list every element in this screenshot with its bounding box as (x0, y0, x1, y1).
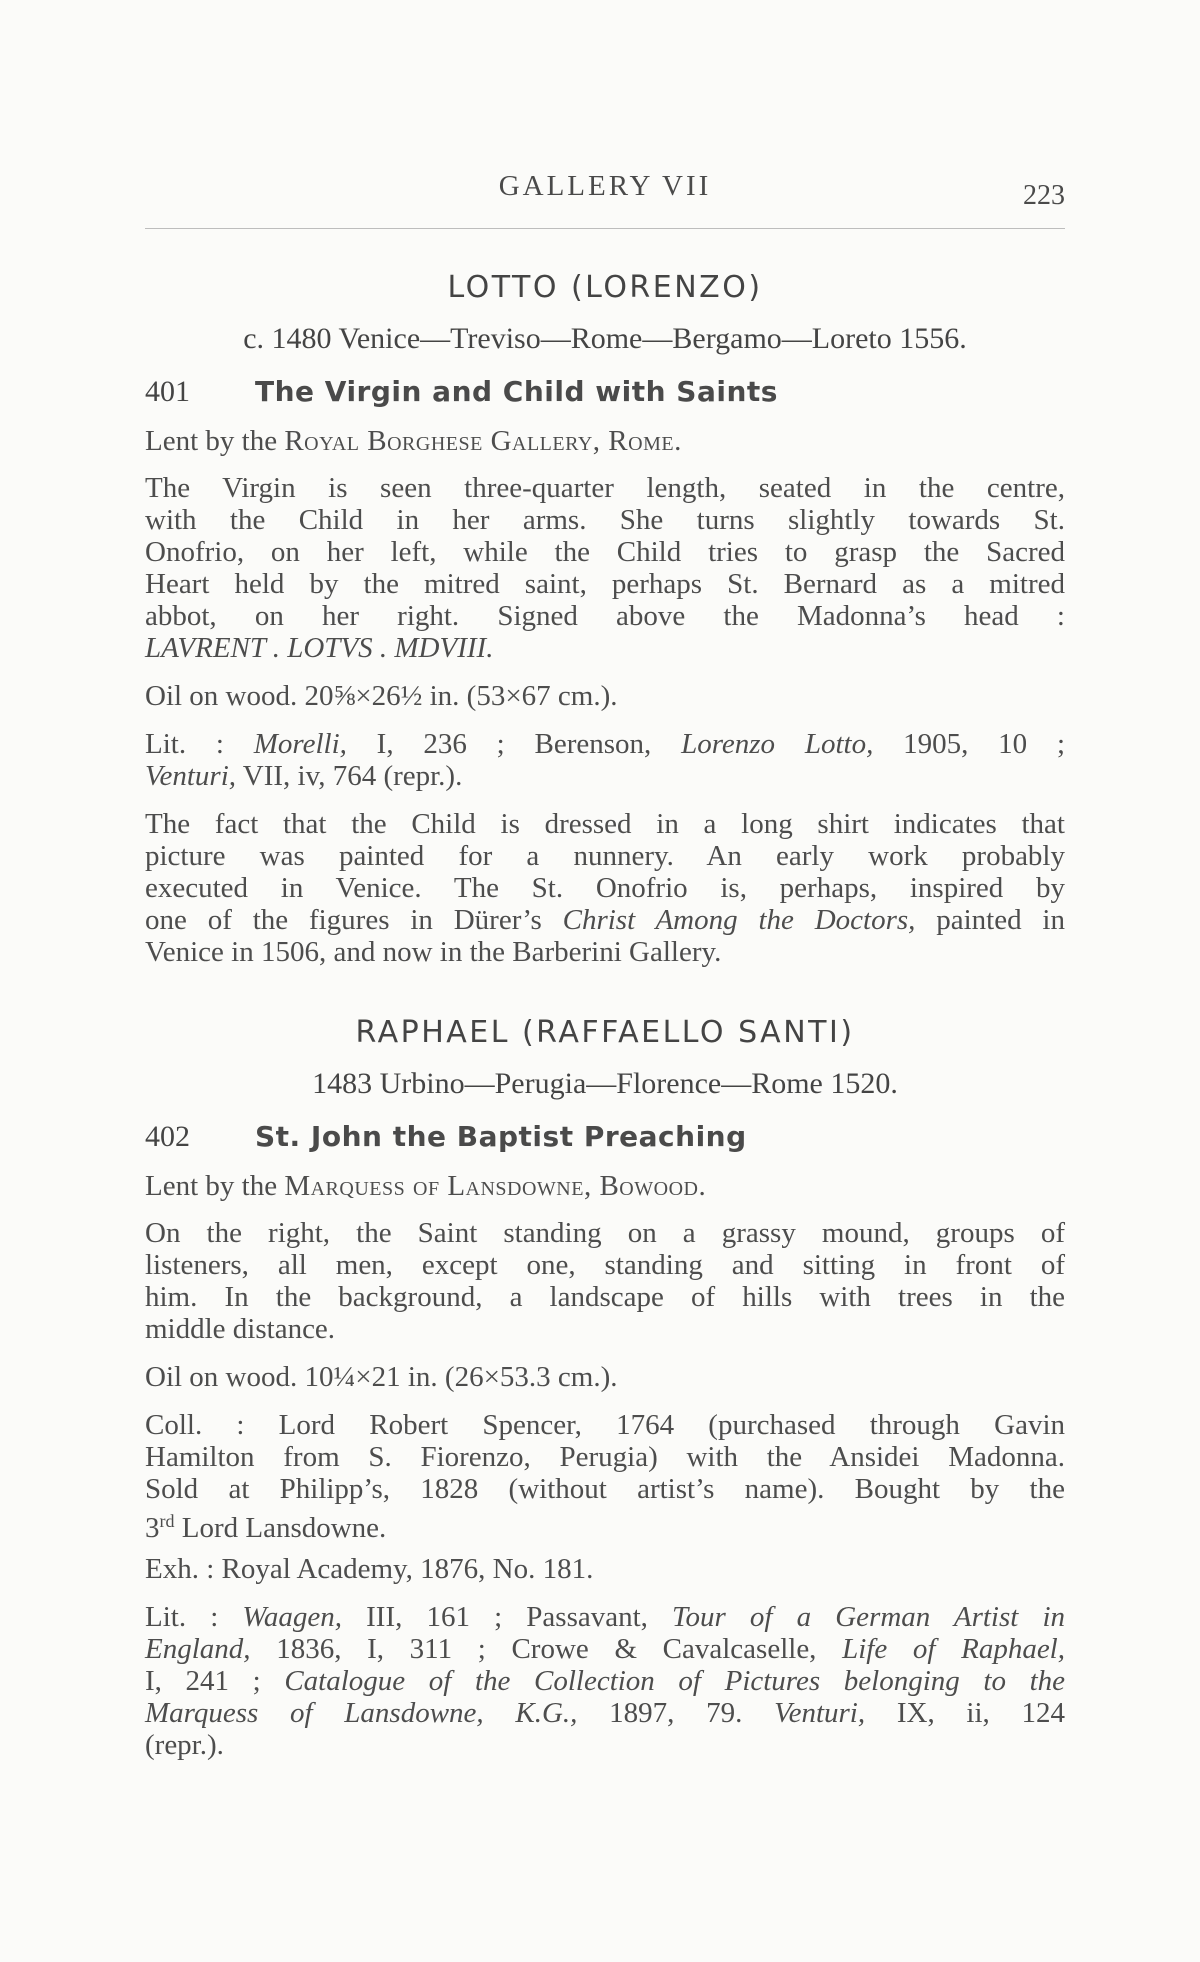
collection-line: Coll. : Lord Robert Spencer, 1764 (purchased through Gavin (145, 1409, 1065, 1441)
lender-name: Marquess of Lansdowne, Bowood. (284, 1170, 707, 1202)
description-line: him. In the background, a landscape of hills with trees in the (145, 1281, 1065, 1313)
entry-number: 401 (145, 375, 190, 408)
lit-author: Morelli, (253, 728, 347, 760)
entry-number: 402 (145, 1120, 190, 1153)
literature-line (145, 1697, 1065, 1729)
literature-line: (repr.). (145, 1729, 224, 1761)
exhibition-line: Exh. : Royal Academy, 1876, No. 181. (145, 1553, 594, 1585)
description-line: abbot, on her right. Signed above the Madonna’s head : (145, 600, 1065, 632)
artist-heading-lotto: LOTTO (LORENZO) (447, 270, 763, 305)
lit-label: Lit. : (145, 728, 254, 760)
lit-title: Life of Raphael, (842, 1633, 1065, 1665)
medium-dimensions: Oil on wood. 10¼×21 in. (26×53.3 cm.). (145, 1361, 618, 1393)
lit-label: Lit. : (145, 1601, 243, 1633)
note-line: The fact that the Child is dressed in a long shirt indicates that (145, 808, 1065, 840)
note-line: Venice in 1506, and now in the Barberini Gallery. (145, 936, 722, 968)
page-number: 223 (1023, 180, 1065, 211)
lit-text: VII, iv, 764 (repr.). (236, 760, 463, 792)
literature-line (145, 1633, 1065, 1665)
note-line: picture was painted for a nunnery. An early work probably (145, 840, 1065, 872)
signature-inscription: LAVRENT . LOTVS . MDVIII. (145, 632, 494, 664)
lit-text: 1897, 79. (577, 1697, 775, 1729)
lit-text: 1836, I, 311 ; Crowe & Cavalcaselle, (250, 1633, 843, 1665)
lender-prefix: Lent by the (145, 1170, 285, 1202)
description-line: The Virgin is seen three-quarter length, seated in the centre, (145, 472, 1065, 504)
entry-name: St. John the Baptist Preaching (255, 1120, 747, 1153)
artist-dates-raphael: 1483 Urbino—Perugia—Florence—Rome 1520. (312, 1067, 898, 1100)
header-rule (145, 228, 1065, 229)
lit-text: III, 161 ; Passavant, (342, 1601, 673, 1633)
lit-title: Catalogue of the Collection of Pictures belonging to the (284, 1665, 1065, 1697)
lit-text: I, 236 ; Berenson, (346, 728, 682, 760)
description-line: middle distance. (145, 1313, 336, 1345)
lit-author: Venturi, (145, 760, 237, 792)
note-text: one of the figures in Dürer’s (145, 904, 563, 936)
literature-line (145, 1665, 1065, 1697)
lender-name: Royal Borghese Gallery, Rome. (284, 425, 682, 457)
collection-line: Sold at Philipp’s, 1828 (without artist’s name). Bought by the (145, 1473, 1065, 1505)
lender-line (145, 1170, 1065, 1202)
note-artwork-title: Christ Among the Doctors, (562, 904, 916, 936)
running-title: GALLERY VII (498, 170, 712, 202)
literature-line (145, 760, 1065, 792)
medium-dimensions: Oil on wood. 20⅝×26½ in. (53×67 cm.). (145, 680, 618, 712)
description-line: with the Child in her arms. She turns slightly towards St. (145, 504, 1065, 536)
literature-line (145, 1601, 1065, 1633)
description-line: Onofrio, on her left, while the Child tries to grasp the Sacred (145, 536, 1065, 568)
lit-title: Tour of a German Artist in (672, 1601, 1066, 1633)
entry-title-401 (145, 375, 1065, 415)
lender-prefix: Lent by the (145, 425, 285, 457)
ordinal-suffix: rd (159, 1511, 175, 1531)
note-line: executed in Venice. The St. Onofrio is, perhaps, inspired by (145, 872, 1065, 904)
description-line: listeners, all men, except one, standing and sitting in front of (145, 1249, 1065, 1281)
lit-title: England, (145, 1633, 251, 1665)
lit-text: IX, ii, 124 (865, 1697, 1065, 1729)
literature-line (145, 728, 1065, 760)
description-line: On the right, the Saint standing on a grassy mound, groups of (145, 1217, 1065, 1249)
description-line: Heart held by the mitred saint, perhaps St. Bernard as a mitred (145, 568, 1065, 600)
entry-name: The Virgin and Child with Saints (255, 375, 778, 408)
note-line (145, 904, 1065, 936)
entry-title-402 (145, 1120, 1065, 1160)
lit-text: 1905, 10 ; (873, 728, 1066, 760)
running-head (145, 170, 1065, 210)
artist-heading-raphael: RAPHAEL (RAFFAELLO SANTI) (355, 1015, 855, 1050)
lit-author: Venturi, (774, 1697, 866, 1729)
lit-author: Waagen, (242, 1601, 343, 1633)
lit-text: I, 241 ; (145, 1665, 285, 1697)
lender-line (145, 425, 1065, 457)
collection-line: Hamilton from S. Fiorenzo, Perugia) with the Ansidei Madonna. (145, 1441, 1065, 1473)
collection-text: 3 (145, 1512, 160, 1544)
lit-title: Lorenzo Lotto, (681, 728, 874, 760)
collection-text: Lord Lansdowne. (174, 1512, 387, 1544)
artist-dates-lotto: c. 1480 Venice—Treviso—Rome—Bergamo—Loreto 1556. (243, 322, 967, 355)
collection-line (145, 1505, 1065, 1544)
note-text: painted in (915, 904, 1065, 936)
lit-title: Marquess of Lansdowne, K.G., (145, 1697, 578, 1729)
